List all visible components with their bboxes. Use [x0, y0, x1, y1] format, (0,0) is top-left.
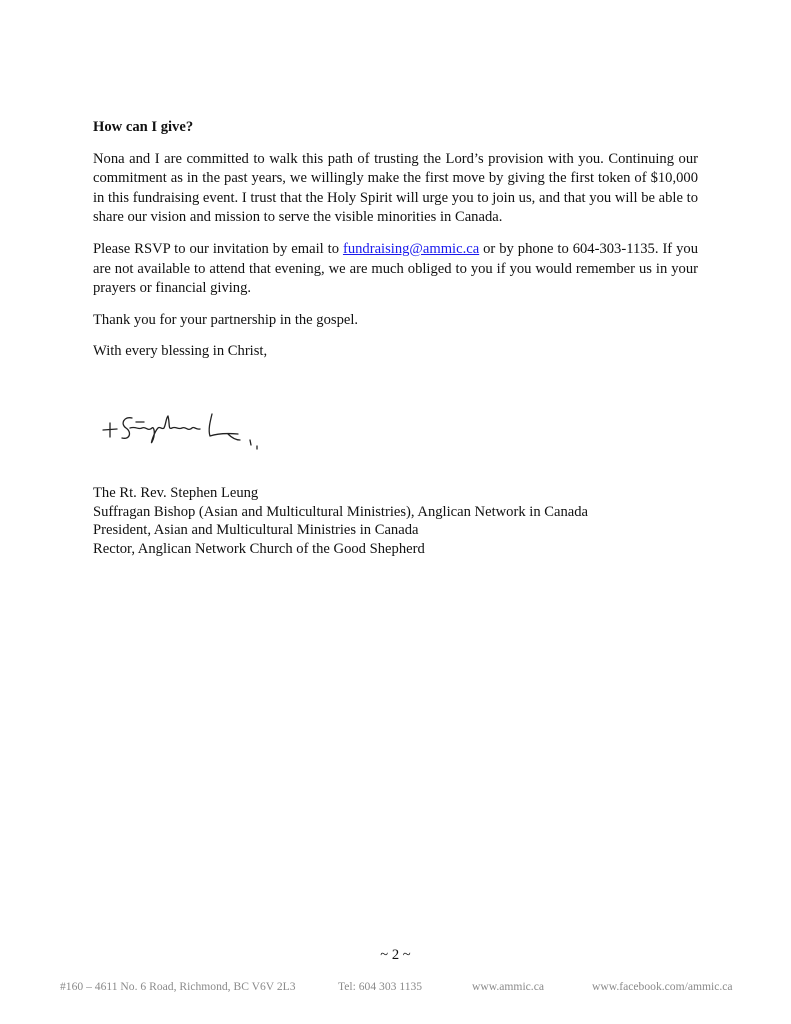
footer-address: #160 – 4611 No. 6 Road, Richmond, BC V6V 2L3 — [60, 980, 296, 993]
closing-line: With every blessing in Christ, — [93, 343, 268, 360]
page-number: ~ 2 ~ — [380, 947, 411, 963]
handwritten-signature — [100, 404, 272, 456]
signature-block — [93, 484, 713, 558]
signer-title-2: President, Asian and Multicultural Ministries in Canada — [93, 522, 419, 539]
email-link[interactable]: fundraising@ammic.ca — [342, 240, 480, 257]
paragraph-thanks: Thank you for your partnership in the gospel. — [93, 311, 359, 328]
paragraph-rsvp — [93, 240, 698, 299]
rsvp-text-after: or by phone to 604-303-1135. If you are not available to attend that evening, we are much obliged to you if you would remember us in your prayers or financial giving. — [93, 240, 698, 297]
signer-name: The Rt. Rev. Stephen Leung — [93, 485, 259, 501]
section-heading: How can I give? — [93, 119, 194, 135]
paragraph-commitment: Nona and I are committed to walk this path of trusting the Lord’s provision with you. Continuing our commitment as in the past years, we willingly make the first move by giving the first token of $10,000 in this fundraising event. I trust that the Holy Spirit will urge you to join us, and that you will be able to share our vision and mission to serve the visible minorities in Canada. — [93, 150, 698, 226]
signature-drawing — [100, 404, 272, 456]
rsvp-text-before: Please RSVP to our invitation by email to — [93, 240, 343, 257]
letter-body — [93, 118, 698, 374]
footer-facebook[interactable]: www.facebook.com/ammic.ca — [592, 980, 733, 993]
signer-title-1: Suffragan Bishop (Asian and Multicultural Ministries), Anglican Network in Canada — [93, 503, 589, 520]
footer-phone: Tel: 604 303 1135 — [338, 980, 423, 993]
footer-website[interactable]: www.ammic.ca — [472, 980, 545, 993]
signer-title-3: Rector, Anglican Network Church of the Good Shepherd — [93, 540, 425, 557]
